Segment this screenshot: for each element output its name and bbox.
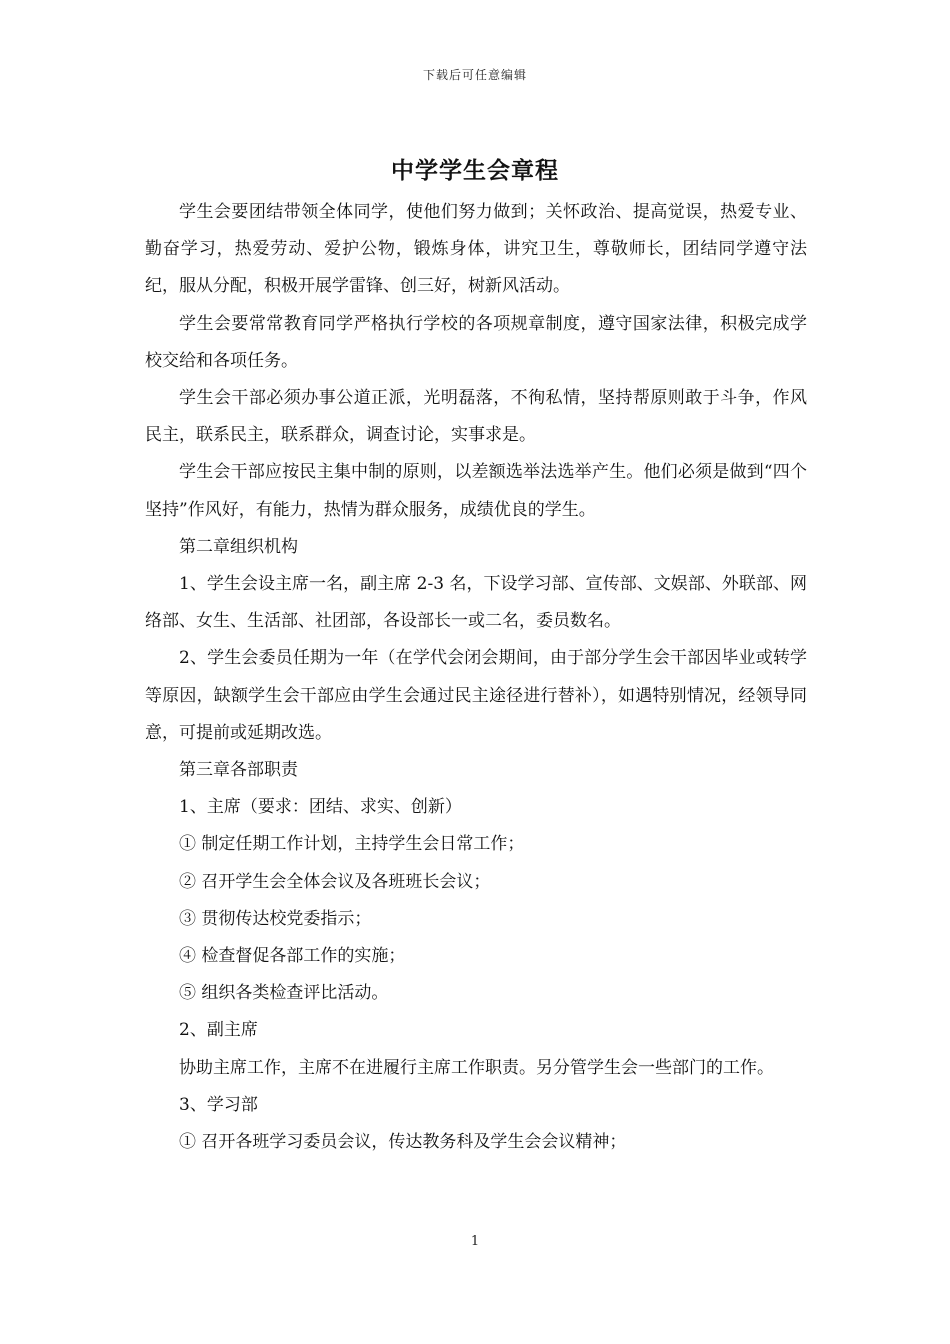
chapter-3-heading: 第三章各部职责	[179, 760, 298, 781]
list-item: ① 制定任期工作计划，主持学生会日常工作；	[179, 834, 525, 855]
list-item: ⑤ 组织各类检查评比活动。	[179, 983, 389, 1004]
document-title: 中学学生会章程	[391, 157, 559, 184]
document-body	[145, 194, 807, 1161]
chapter-2-heading: 第二章组织机构	[179, 536, 298, 557]
list-item: ③ 贯彻传达校党委指示；	[179, 908, 372, 929]
list-item: ④ 检查督促各部工作的实施；	[179, 946, 406, 967]
list-item: ① 召开各班学习委员会议，传达教务科及学生会会议精神；	[179, 1132, 627, 1153]
list-item: ② 召开学生会全体会议及各班班长会议；	[179, 871, 491, 892]
paragraph-3: 学生会干部必须办事公道正派，光明磊落，不徇私情，坚持帮原则敢于斗争，作风民主，联系民主，联系群众，调查讨论，实事求是。	[145, 388, 807, 446]
paragraph-1: 学生会要团结带领全体同学，使他们努力做到；关怀政治、提高觉误，热爱专业、勤奋学习，热爱劳动、爱护公物，锻炼身体，讲究卫生，尊敬师长，团结同学遵守法纪，服从分配，积极开展学雷锋、创三好，树新风活动。	[145, 202, 807, 297]
header-note: 下载后可任意编辑	[422, 68, 527, 82]
page-number: 1	[470, 1234, 480, 1249]
paragraph-7: 2、学生会委员任期为一年（在学代会闭会期间，由于部分学生会干部因毕业或转学等原因，缺额学生会干部应由学生会通过民主途径进行替补），如遇特别情况，经领导同意，可提前或延期改选。	[145, 648, 807, 743]
section-study-dept: 3、学习部	[179, 1094, 258, 1115]
section-chairman: 1、主席（要求：团结、求实、创新）	[179, 797, 462, 818]
section-vice-chairman: 2、副主席	[179, 1020, 258, 1041]
paragraph-2: 学生会要常常教育同学严格执行学校的各项规章制度，遵守国家法律，积极完成学校交给和各项任务。	[145, 313, 807, 371]
paragraph-6: 1、学生会设主席一名，副主席 2-3 名，下设学习部、宣传部、文娱部、外联部、网络部、女生、生活部、社团部，各设部长一或二名，委员数名。	[145, 574, 807, 632]
paragraph-16: 协助主席工作，主席不在进履行主席工作职责。另分管学生会一些部门的工作。	[179, 1057, 774, 1078]
paragraph-4: 学生会干部应按民主集中制的原则，以差额选举法选举产生。他们必须是做到“四个坚持”作风好，有能力，热情为群众服务，成绩优良的学生。	[145, 462, 807, 520]
